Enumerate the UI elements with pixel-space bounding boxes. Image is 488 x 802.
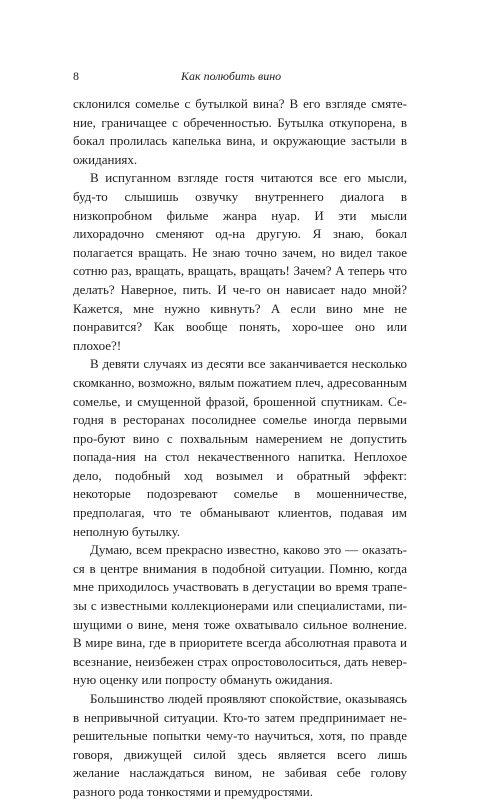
paragraph-3: В девяти случаях из десяти все заканчивается несколько скомканно, возможно, вялым пожатием плеч, адресованным сомелье, и смущенной фразой, брошенной спутникам. Се-годня в ресторанах посолиднее сомелье иногда первыми про-буют вино с похвальным намерением не допустить попада-ния на стол некачественного напитка. Неплохое дело, подобный ход возымел и обратный эффект: некоторые подозревают сомелье в мошенничестве, предполагая, что те обманывают клиентов, подавая им неполную бутылку. xyxy=(73,356,407,539)
paragraph-4: Думаю, всем прекрасно известно, каково это — оказать-ся в центре внимания в подобной ситуации. Помню, когда мне приходилось участвовать в дегустации во время трапе-зы с известными коллекционерами или специалистами, пи-шущими о вине, меня тоже охватывало сильное волнение. В мире вина, где в приоритете всегда абсолютная правота и всезнание, неизбежен страх опростоволоситься, дать невер-ную оценку или попросту обмануть ожидания. xyxy=(73,542,407,688)
running-title: Как полюбить вино xyxy=(181,69,282,83)
body-text xyxy=(73,95,407,802)
paragraph-1: склонился сомелье с бутылкой вина? В его взгляде смяте-ние, граничащее с обреченностью. Бутылка откупорена, в бокал пролилась капелька вина, и окружающие застыли в ожиданиях. xyxy=(73,96,407,167)
paragraph-2: В испуганном взгляде гостя читаются все его мысли, буд-то слышишь озвучку внутреннего диалога в низкопробном фильме жанра нуар. И эти мысли лихорадочно сменяют од-на другую. Я знаю, бокал полагается вращать. Не знаю точно зачем, но видел такое сотню раз, вращать, вращать, вращать! Зачем? А теперь что делать? Наверное, пить. И че-го он нависает надо мной? Кажется, мне нужно кивнуть? А если вино мне не понравится? Как вообще понять, хоро-шее оно или плохое?! xyxy=(73,170,407,353)
paragraph-5: Большинство людей проявляют спокойствие, оказываясь в непривычной ситуации. Кто-то затем предпринимает не-решительные попытки чему-то научиться, хотя, по правде говоря, движущей силой здесь является всего лишь желание наслаждаться вином, не забивая себе голову разного рода тонкостями и премудростями. xyxy=(73,691,407,799)
page-number: 8 xyxy=(73,69,79,83)
running-header xyxy=(73,68,407,84)
